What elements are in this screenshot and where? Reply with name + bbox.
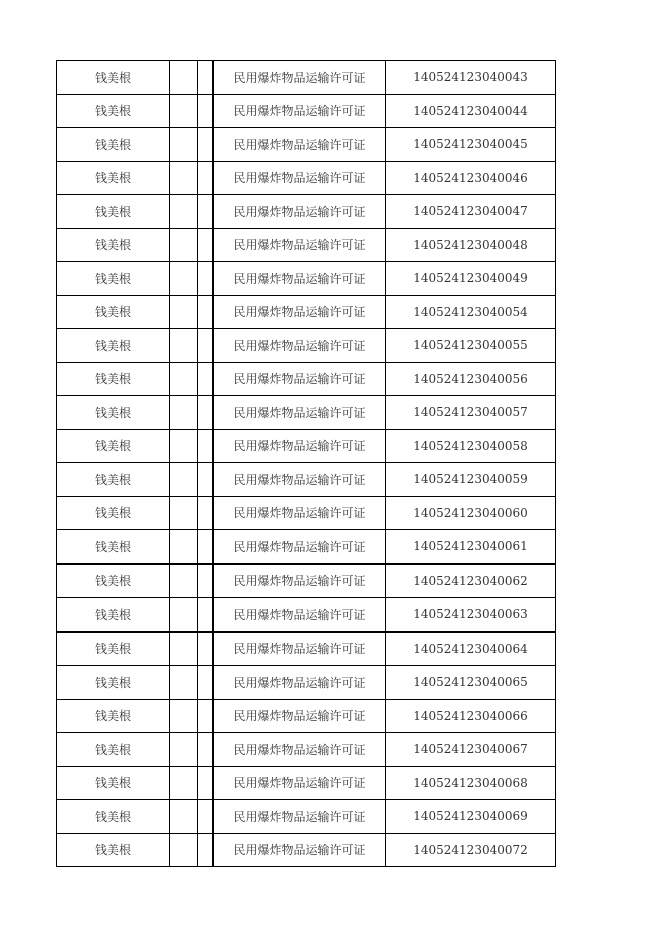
holder-name-cell: 钱美根 (57, 733, 170, 767)
empty-cell (198, 733, 214, 767)
permit-type-cell: 民用爆炸物品运输许可证 (213, 228, 386, 262)
table-row (57, 564, 556, 598)
empty-cell (170, 262, 198, 296)
table-row (57, 362, 556, 396)
holder-name-cell: 钱美根 (57, 228, 170, 262)
permit-type-cell: 民用爆炸物品运输许可证 (213, 61, 386, 95)
empty-cell (170, 699, 198, 733)
table-row (57, 496, 556, 530)
holder-name-cell: 钱美根 (57, 496, 170, 530)
table-row (57, 598, 556, 632)
permit-number-cell: 140524123040045 (386, 128, 556, 162)
table-row (57, 329, 556, 363)
permit-type-cell: 民用爆炸物品运输许可证 (213, 128, 386, 162)
empty-cell (170, 496, 198, 530)
empty-cell (170, 833, 198, 867)
table-row (57, 766, 556, 800)
permit-type-cell: 民用爆炸物品运输许可证 (213, 94, 386, 128)
table-row (57, 161, 556, 195)
empty-cell (198, 195, 214, 229)
empty-cell (170, 396, 198, 430)
empty-cell (198, 228, 214, 262)
permit-type-cell: 民用爆炸物品运输许可证 (213, 564, 386, 598)
table-row (57, 800, 556, 834)
table-row (57, 666, 556, 700)
empty-cell (198, 564, 214, 598)
empty-cell (170, 530, 198, 564)
empty-cell (170, 228, 198, 262)
table-row (57, 295, 556, 329)
permit-type-cell: 民用爆炸物品运输许可证 (213, 463, 386, 497)
empty-cell (198, 329, 214, 363)
permit-number-cell: 140524123040061 (386, 530, 556, 564)
permit-number-cell: 140524123040072 (386, 833, 556, 867)
permit-type-cell: 民用爆炸物品运输许可证 (213, 195, 386, 229)
table-row (57, 262, 556, 296)
permit-type-cell: 民用爆炸物品运输许可证 (213, 632, 386, 666)
permit-number-cell: 140524123040066 (386, 699, 556, 733)
empty-cell (170, 564, 198, 598)
permit-number-cell: 140524123040069 (386, 800, 556, 834)
holder-name-cell: 钱美根 (57, 295, 170, 329)
permit-type-cell: 民用爆炸物品运输许可证 (213, 833, 386, 867)
permit-type-cell: 民用爆炸物品运输许可证 (213, 733, 386, 767)
permit-number-cell: 140524123040047 (386, 195, 556, 229)
empty-cell (198, 396, 214, 430)
holder-name-cell: 钱美根 (57, 329, 170, 363)
permit-number-cell: 140524123040065 (386, 666, 556, 700)
holder-name-cell: 钱美根 (57, 598, 170, 632)
holder-name-cell: 钱美根 (57, 396, 170, 430)
holder-name-cell: 钱美根 (57, 632, 170, 666)
permit-table (56, 60, 556, 867)
holder-name-cell: 钱美根 (57, 800, 170, 834)
empty-cell (198, 632, 214, 666)
permit-number-cell: 140524123040062 (386, 564, 556, 598)
empty-cell (170, 429, 198, 463)
empty-cell (170, 295, 198, 329)
holder-name-cell: 钱美根 (57, 195, 170, 229)
empty-cell (170, 94, 198, 128)
permit-number-cell: 140524123040044 (386, 94, 556, 128)
table-row (57, 429, 556, 463)
table-row (57, 833, 556, 867)
empty-cell (198, 262, 214, 296)
table-row (57, 195, 556, 229)
holder-name-cell: 钱美根 (57, 530, 170, 564)
empty-cell (170, 800, 198, 834)
empty-cell (198, 699, 214, 733)
table-row (57, 128, 556, 162)
permit-type-cell: 民用爆炸物品运输许可证 (213, 161, 386, 195)
empty-cell (170, 598, 198, 632)
permit-type-cell: 民用爆炸物品运输许可证 (213, 429, 386, 463)
permit-number-cell: 140524123040064 (386, 632, 556, 666)
holder-name-cell: 钱美根 (57, 833, 170, 867)
empty-cell (198, 800, 214, 834)
table-row (57, 463, 556, 497)
empty-cell (170, 61, 198, 95)
table-row (57, 396, 556, 430)
permit-type-cell: 民用爆炸物品运输许可证 (213, 530, 386, 564)
empty-cell (198, 666, 214, 700)
empty-cell (170, 463, 198, 497)
permit-number-cell: 140524123040058 (386, 429, 556, 463)
holder-name-cell: 钱美根 (57, 429, 170, 463)
empty-cell (170, 632, 198, 666)
permit-type-cell: 民用爆炸物品运输许可证 (213, 362, 386, 396)
empty-cell (198, 496, 214, 530)
permit-number-cell: 140524123040068 (386, 766, 556, 800)
empty-cell (198, 61, 214, 95)
permit-type-cell: 民用爆炸物品运输许可证 (213, 262, 386, 296)
permit-number-cell: 140524123040046 (386, 161, 556, 195)
holder-name-cell: 钱美根 (57, 128, 170, 162)
holder-name-cell: 钱美根 (57, 161, 170, 195)
empty-cell (198, 362, 214, 396)
table-row (57, 228, 556, 262)
holder-name-cell: 钱美根 (57, 262, 170, 296)
empty-cell (198, 530, 214, 564)
permit-number-cell: 140524123040059 (386, 463, 556, 497)
permit-type-cell: 民用爆炸物品运输许可证 (213, 598, 386, 632)
empty-cell (198, 161, 214, 195)
holder-name-cell: 钱美根 (57, 61, 170, 95)
permit-number-cell: 140524123040057 (386, 396, 556, 430)
holder-name-cell: 钱美根 (57, 362, 170, 396)
permit-type-cell: 民用爆炸物品运输许可证 (213, 295, 386, 329)
permit-number-cell: 140524123040054 (386, 295, 556, 329)
permit-number-cell: 140524123040067 (386, 733, 556, 767)
empty-cell (170, 195, 198, 229)
empty-cell (170, 329, 198, 363)
holder-name-cell: 钱美根 (57, 94, 170, 128)
empty-cell (198, 598, 214, 632)
empty-cell (170, 362, 198, 396)
permit-table-body (57, 61, 556, 867)
permit-type-cell: 民用爆炸物品运输许可证 (213, 666, 386, 700)
permit-number-cell: 140524123040049 (386, 262, 556, 296)
holder-name-cell: 钱美根 (57, 766, 170, 800)
empty-cell (198, 833, 214, 867)
permit-type-cell: 民用爆炸物品运输许可证 (213, 496, 386, 530)
empty-cell (170, 161, 198, 195)
permit-number-cell: 140524123040048 (386, 228, 556, 262)
empty-cell (198, 766, 214, 800)
table-row (57, 632, 556, 666)
permit-number-cell: 140524123040043 (386, 61, 556, 95)
permit-number-cell: 140524123040055 (386, 329, 556, 363)
permit-type-cell: 民用爆炸物品运输许可证 (213, 396, 386, 430)
holder-name-cell: 钱美根 (57, 666, 170, 700)
empty-cell (170, 128, 198, 162)
table-row (57, 61, 556, 95)
empty-cell (198, 128, 214, 162)
holder-name-cell: 钱美根 (57, 463, 170, 497)
permit-type-cell: 民用爆炸物品运输许可证 (213, 329, 386, 363)
empty-cell (170, 733, 198, 767)
table-row (57, 530, 556, 564)
holder-name-cell: 钱美根 (57, 564, 170, 598)
holder-name-cell: 钱美根 (57, 699, 170, 733)
empty-cell (170, 766, 198, 800)
permit-type-cell: 民用爆炸物品运输许可证 (213, 699, 386, 733)
permit-number-cell: 140524123040060 (386, 496, 556, 530)
empty-cell (198, 463, 214, 497)
table-row (57, 733, 556, 767)
permit-type-cell: 民用爆炸物品运输许可证 (213, 800, 386, 834)
empty-cell (198, 295, 214, 329)
table-row (57, 94, 556, 128)
permit-number-cell: 140524123040056 (386, 362, 556, 396)
permit-type-cell: 民用爆炸物品运输许可证 (213, 766, 386, 800)
permit-number-cell: 140524123040063 (386, 598, 556, 632)
empty-cell (198, 94, 214, 128)
empty-cell (170, 666, 198, 700)
table-row (57, 699, 556, 733)
empty-cell (198, 429, 214, 463)
